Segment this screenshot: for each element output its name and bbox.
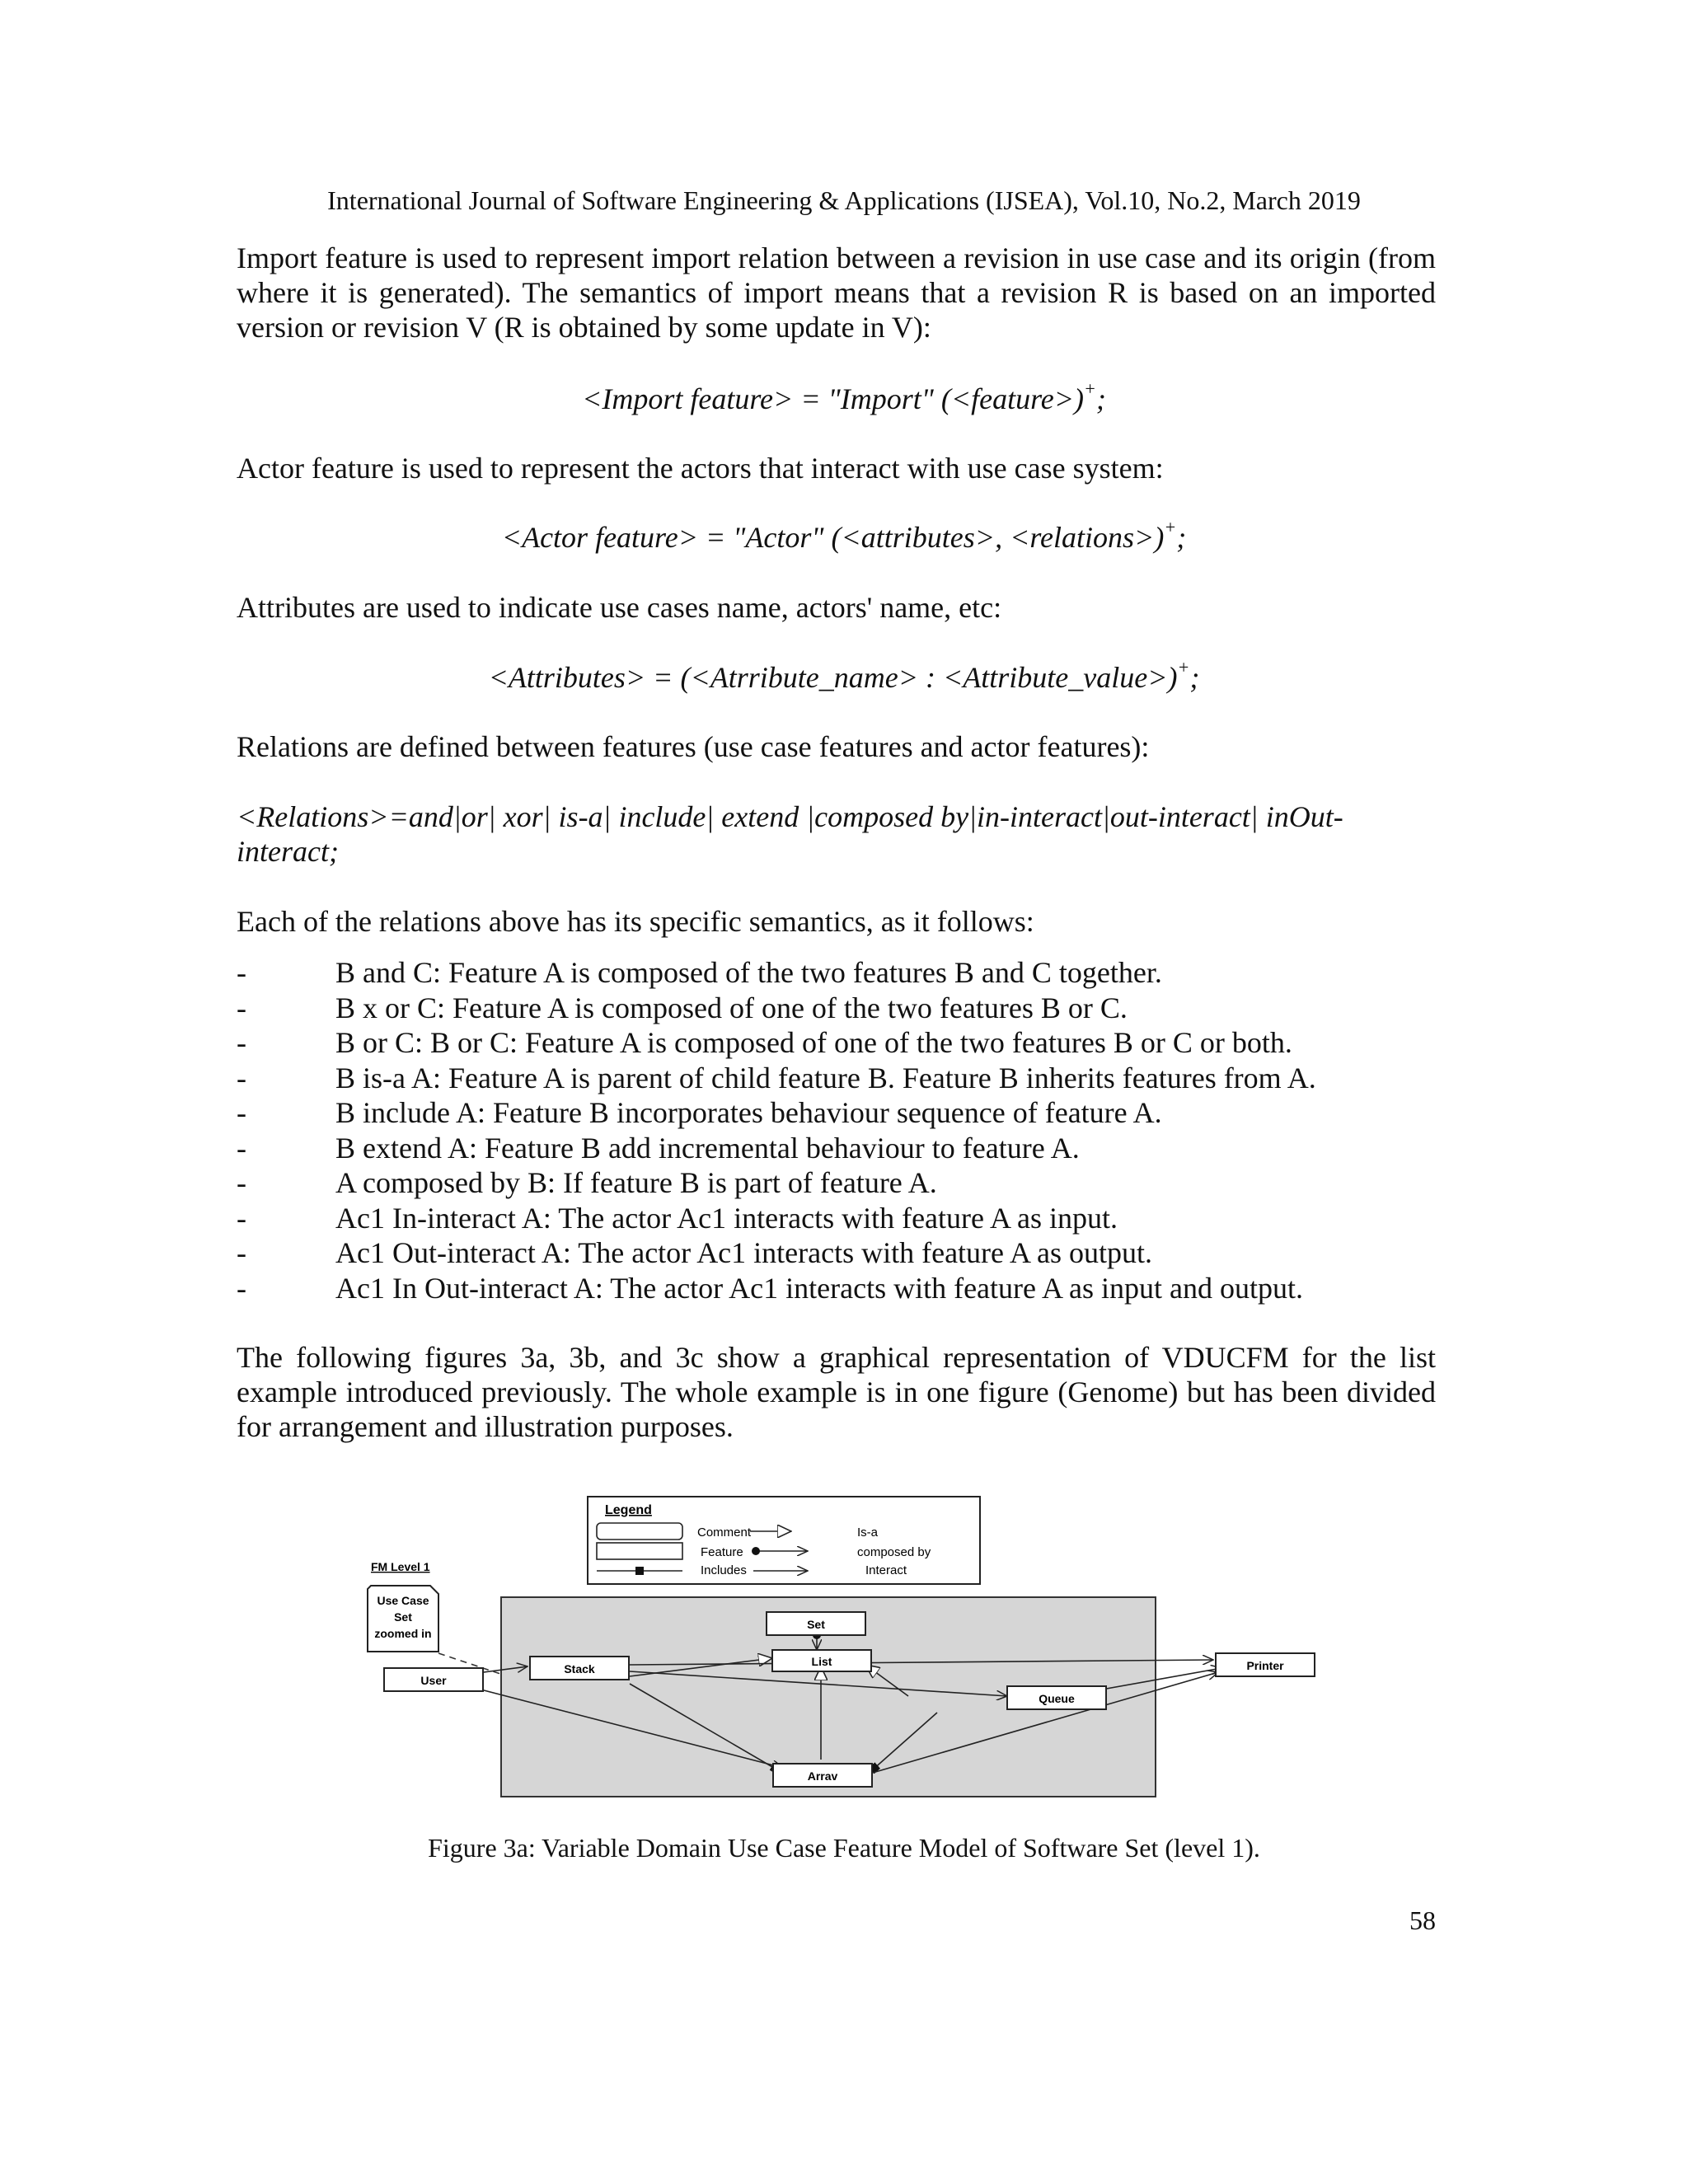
node-user-label: User (420, 1674, 447, 1687)
list-item (237, 1271, 1436, 1306)
figure-caption: Figure 3a: Variable Domain Use Case Feature Model of Software Set (level 1). (428, 1833, 1260, 1863)
equation-actor-text: <Actor feature> = "Actor" (<attributes>, <relations>) (501, 521, 1165, 554)
list-item-text: Ac1 Out-interact A: The actor Ac1 interacts with feature A as output. (335, 1236, 1153, 1269)
legend-interact-label: Interact (865, 1563, 907, 1577)
figure-3a-diagram (363, 1492, 1335, 1805)
list-item-text: B and C: Feature A is composed of the two features B and C together. (335, 956, 1162, 989)
legend-is-a-label: Is-a (857, 1526, 879, 1540)
node-array-label: Arrav (807, 1769, 838, 1783)
relation-semantics-list (237, 955, 1436, 1305)
equation-actor-tail: ; (1176, 521, 1187, 554)
node-set-label: Set (807, 1618, 825, 1631)
list-item (237, 955, 1436, 991)
list-item (237, 1025, 1436, 1061)
legend-comment-shape (597, 1523, 682, 1540)
legend-composed-by-label: composed by (857, 1545, 931, 1559)
equation-import-feature (0, 378, 1688, 416)
list-item (237, 1165, 1436, 1201)
paragraph-attributes: Attributes are used to indicate use cases name, actors' name, etc: (237, 591, 1002, 624)
legend-comment-label: Comment (697, 1526, 752, 1540)
bullet-dash: - (237, 1096, 246, 1129)
superscript-plus: + (1164, 517, 1177, 537)
bullet-dash: - (237, 1026, 246, 1059)
node-list-label: List (811, 1655, 832, 1668)
list-item (237, 1201, 1436, 1236)
diagram-canvas (363, 1492, 1335, 1805)
legend-includes-label: Includes (701, 1563, 747, 1577)
bullet-dash: - (237, 1201, 246, 1235)
equation-import-text: <Import feature> = "Import" (<feature>) (582, 382, 1085, 415)
comment-line-1: Use Case (377, 1594, 429, 1607)
superscript-plus: + (1177, 657, 1190, 677)
page-number: 58 (1409, 1905, 1436, 1935)
bullet-dash: - (237, 1236, 246, 1269)
node-stack-label: Stack (564, 1662, 595, 1675)
equation-attributes (0, 657, 1688, 695)
legend-feature-label: Feature (701, 1545, 743, 1559)
legend (588, 1497, 980, 1584)
bullet-dash: - (237, 1131, 246, 1165)
superscript-plus: + (1084, 378, 1096, 399)
bullet-dash: - (237, 1271, 246, 1305)
list-item-text: Ac1 In-interact A: The actor Ac1 interacts with feature A as input. (335, 1201, 1118, 1235)
legend-feature-shape (597, 1543, 682, 1559)
bullet-dash: - (237, 991, 246, 1024)
bullet-dash: - (237, 1166, 246, 1199)
equation-attributes-tail: ; (1189, 661, 1200, 694)
equation-actor-feature (0, 517, 1688, 555)
paragraph-import-feature: Import feature is used to represent import relation between a revision in use case and its origin (from where it is generated). The semantics of import means that a revision R is based on an imported version or revision V (R is obtained by some update in V): (237, 241, 1436, 344)
list-item (237, 1061, 1436, 1096)
fm-level-label: FM Level 1 (371, 1560, 430, 1573)
list-item (237, 1235, 1436, 1271)
paragraph-semantics: Each of the relations above has its specific semantics, as it follows: (237, 905, 1034, 938)
legend-title: Legend (605, 1503, 652, 1517)
paragraph-figures-intro: The following figures 3a, 3b, and 3c show a graphical representation of VDUCFM for the list example introduced previously. The whole example is in one figure (Genome) but has been divided for arrangement and illustration purposes. (237, 1341, 1436, 1443)
legend-includes-marker (635, 1567, 644, 1575)
list-item-text: A composed by B: If feature B is part of feature A. (335, 1166, 937, 1199)
equation-import-tail: ; (1095, 382, 1106, 415)
paragraph-actor-feature: Actor feature is used to represent the actors that interact with use case system: (237, 452, 1164, 485)
comment-note (368, 1586, 438, 1652)
list-item (237, 1095, 1436, 1131)
list-item (237, 1131, 1436, 1166)
list-item-text: Ac1 In Out-interact A: The actor Ac1 interacts with feature A as input and output. (335, 1271, 1304, 1305)
list-item-text: B or C: B or C: Feature A is composed of one of the two features B or C or both. (335, 1026, 1292, 1059)
list-item-text: B is-a A: Feature A is parent of child feature B. Feature B inherits features from A. (335, 1061, 1316, 1094)
running-header: International Journal of Software Engineering & Applications (IJSEA), Vol.10, No.2, March 2019 (327, 185, 1361, 215)
comment-line-2: Set (394, 1610, 412, 1624)
list-item-text: B extend A: Feature B add incremental behaviour to feature A. (335, 1131, 1080, 1165)
list-item-text: B x or C: Feature A is composed of one of the two features B or C. (335, 991, 1128, 1024)
comment-line-3: zoomed in (374, 1627, 432, 1640)
list-item-text: B include A: Feature B incorporates behaviour sequence of feature A. (335, 1096, 1162, 1129)
bullet-dash: - (237, 956, 246, 989)
paragraph-relations: Relations are defined between features (use case features and actor features): (237, 730, 1150, 763)
equation-attributes-text: <Attributes> = (<Atrribute_name> : <Attribute_value>) (488, 661, 1178, 694)
node-queue-label: Queue (1039, 1692, 1075, 1705)
equation-relations: <Relations>=and|or| xor| is-a| include| extend |composed by|in-interact|out-interact| inOut-interact; (237, 800, 1343, 868)
node-printer-label: Printer (1246, 1659, 1284, 1672)
bullet-dash: - (237, 1061, 246, 1094)
list-item (237, 991, 1436, 1026)
